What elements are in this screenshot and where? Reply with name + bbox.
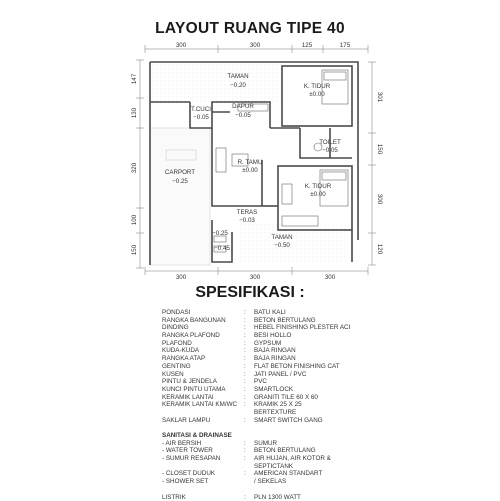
- spec-key: - SUMUR RESAPAN: [162, 455, 220, 463]
- sofa: [216, 148, 226, 172]
- spec-colon: :: [244, 371, 246, 379]
- kt2-level: ±0.00: [310, 191, 326, 198]
- kt1-name: K. TIDUR: [304, 83, 331, 90]
- dim-right-3: 300: [376, 194, 383, 205]
- spec-title: SPESIFIKASI :: [0, 284, 500, 302]
- spec-value: BERTEXTURE: [254, 409, 296, 417]
- dim-top-1: 300: [176, 42, 187, 49]
- spec-colon: :: [244, 455, 246, 463]
- kt2-name: K. TIDUR: [305, 183, 332, 190]
- spec-colon: :: [244, 417, 246, 425]
- taman-bottom-level: −0.50: [274, 242, 290, 249]
- spec-value: PLN 1300 WATT: [254, 494, 301, 501]
- spec-key: GENTING: [162, 363, 191, 371]
- carport-name: CARPORT: [165, 169, 195, 176]
- spec-value: BESI HOLLO: [254, 332, 291, 340]
- dim-top-3: 125: [302, 42, 313, 49]
- spec-key: PLAFOND: [162, 340, 192, 348]
- spec-key: LISTRIK: [162, 494, 186, 501]
- spec-value: GYPSUM: [254, 340, 281, 348]
- dim-top-2: 300: [250, 42, 261, 49]
- spec-colon: :: [244, 447, 246, 455]
- spec-value: BAJA RINGAN: [254, 355, 296, 363]
- spec-colon: :: [244, 347, 246, 355]
- spec-key: RANGKA ATAP: [162, 355, 205, 363]
- spec-key: KUSEN: [162, 371, 184, 379]
- toilet-name: TOILET: [319, 139, 341, 146]
- spec-value: SMART SWITCH GANG: [254, 417, 323, 425]
- stairs-teras: [282, 184, 292, 204]
- dim-top-4: 175: [340, 42, 351, 49]
- spec-value: HEBEL FINISHING PLESTER ACI: [254, 324, 350, 332]
- dim-left-4: 100: [131, 214, 138, 225]
- spec-value: BETON BERTULANG: [254, 317, 316, 325]
- dim-right-1: 301: [376, 92, 383, 103]
- spec-colon: :: [244, 332, 246, 340]
- spec-colon: :: [244, 494, 246, 501]
- spec-key: KUDA-KUDA: [162, 347, 199, 355]
- spec-colon: :: [244, 440, 246, 448]
- spec-key: PONDASI: [162, 309, 190, 317]
- spec-value: BAJA RINGAN: [254, 347, 296, 355]
- spec-key: RANGKA PLAFOND: [162, 332, 220, 340]
- level-marker-1: −0.25: [212, 230, 228, 237]
- spec-value: / SEKELAS: [254, 478, 286, 486]
- spec-colon: :: [244, 317, 246, 325]
- toilet-level: −0.05: [322, 147, 338, 154]
- dim-left-3: 320: [131, 162, 138, 173]
- taman-bottom-name: TAMAN: [271, 234, 292, 241]
- taman-top-name: TAMAN: [227, 73, 248, 80]
- spec-colon: :: [244, 401, 246, 409]
- spec-key: SAKLAR LAMPU: [162, 417, 210, 425]
- rtamu-level: ±0.00: [242, 167, 258, 174]
- spec-value: BETON BERTULANG: [254, 447, 316, 455]
- dim-bottom-2: 300: [250, 274, 261, 281]
- spec-value: SEPTICTANK: [254, 463, 293, 471]
- spec-colon: :: [244, 386, 246, 394]
- spec-value: SMARTLOCK: [254, 386, 293, 394]
- tcuci-name: T.CUCI: [191, 106, 211, 113]
- dapur-level: −0.05: [235, 112, 251, 119]
- spec-colon: :: [244, 363, 246, 371]
- taman-top-area: [150, 62, 282, 102]
- wardrobe-bottom: [282, 216, 318, 226]
- spec-colon: :: [244, 324, 246, 332]
- taman-bottom-area: [238, 222, 346, 262]
- spec-key: KERAMIK LANTAI KM/WC: [162, 401, 237, 409]
- dapur-name: DAPUR: [232, 103, 254, 110]
- spec-key: - CLOSET DUDUK: [162, 470, 215, 478]
- spec-key: SANITASI & DRAINASE: [162, 432, 232, 440]
- dim-bottom-1: 300: [176, 274, 187, 281]
- spec-key: - WATER TOWER: [162, 447, 213, 455]
- spec-key: RANGKA BANGUNAN: [162, 317, 226, 325]
- spec-value: SUMUR: [254, 440, 277, 448]
- dim-right-4: 120: [376, 244, 383, 255]
- spec-key: KUNCI PINTU UTAMA: [162, 386, 226, 394]
- dim-left-1: 147: [131, 73, 138, 84]
- spec-value: GRANITI TILE 60 X 60: [254, 394, 318, 402]
- spec-key: - AIR BERSIH: [162, 440, 201, 448]
- spec-colon: :: [244, 378, 246, 386]
- spec-colon: :: [244, 340, 246, 348]
- level-marker-2: −0.45: [214, 245, 230, 252]
- spec-key: - SHOWER SET: [162, 478, 208, 486]
- spec-colon: :: [244, 309, 246, 317]
- kt1-level: ±0.00: [309, 91, 325, 98]
- dim-bottom-3: 300: [325, 274, 336, 281]
- rtamu-name: R. TAMU: [238, 159, 263, 166]
- spec-value: AMERICAN STANDART: [254, 470, 322, 478]
- carport-level: −0.25: [172, 178, 188, 185]
- spec-colon: :: [244, 394, 246, 402]
- spec-value: KRAMIK 25 X 25: [254, 401, 302, 409]
- teras-name: TERAS: [237, 209, 258, 216]
- spec-value: AIR HUJAN, AIR KOTOR &: [254, 455, 331, 463]
- spec-key: KERAMIK LANTAI: [162, 394, 214, 402]
- dim-left-5: 150: [131, 244, 138, 255]
- page-title: LAYOUT RUANG TIPE 40: [0, 20, 500, 38]
- spec-value: FLAT BETON FINISHING CAT: [254, 363, 340, 371]
- spec-key: DINDING: [162, 324, 189, 332]
- spec-colon: :: [244, 470, 246, 478]
- tcuci-level: −0.05: [193, 114, 209, 121]
- spec-key: PINTU & JENDELA: [162, 378, 217, 386]
- spec-colon: :: [244, 355, 246, 363]
- spec-value: JATI PANEL / PVC: [254, 371, 306, 379]
- spec-value: PVC: [254, 378, 267, 386]
- taman-top-level: −0.20: [230, 82, 246, 89]
- dim-right-2: 150: [376, 144, 383, 155]
- dim-left-2: 130: [131, 107, 138, 118]
- carport-area: [150, 128, 210, 265]
- spec-value: BATU KALI: [254, 309, 286, 317]
- teras-level: −0.03: [239, 217, 255, 224]
